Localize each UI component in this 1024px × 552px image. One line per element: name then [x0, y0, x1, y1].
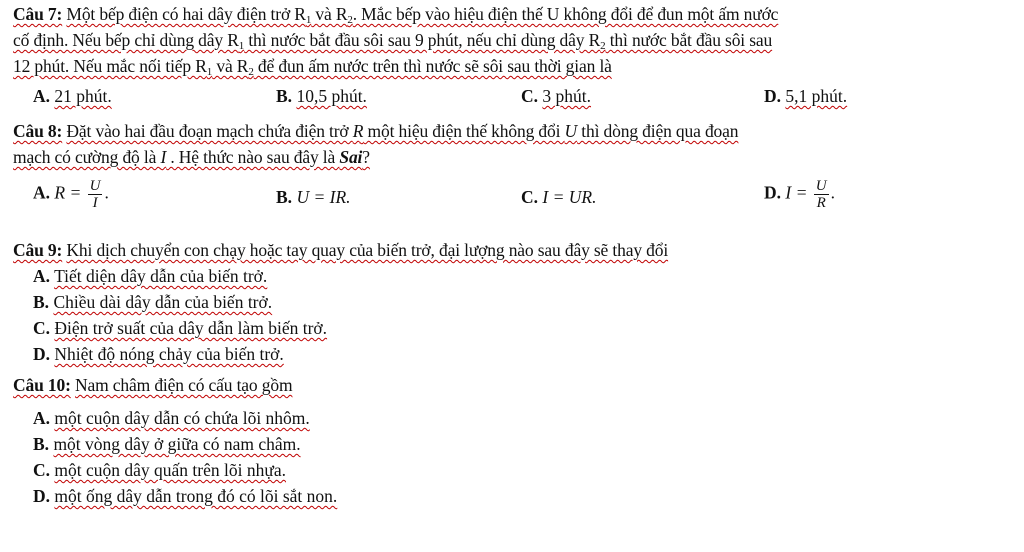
- q8-option-b[interactable]: B. U = IR.: [276, 187, 351, 207]
- q10-option-d[interactable]: D. một ống dây dẫn trong đó có lõi sắt non.: [33, 486, 338, 506]
- q9-line-1: [13, 239, 668, 261]
- q8-text-2: mạch có cường độ là I . Hệ thức nào sau đây là Sai?: [13, 147, 370, 167]
- q10-option-b[interactable]: B. một vòng dây ở giữa có nam châm.: [33, 434, 301, 454]
- q10-option-c[interactable]: C. một cuộn dây quấn trên lõi nhựa.: [33, 460, 286, 480]
- q7-option-c[interactable]: C. 3 phút.: [521, 86, 592, 106]
- q7-option-a[interactable]: A. 21 phút.: [33, 86, 112, 106]
- q8-options: [0, 178, 1024, 226]
- q9-option-c[interactable]: C. Điện trở suất của dây dẫn làm biến trở.: [33, 318, 328, 338]
- sai-keyword: Sai: [339, 147, 363, 167]
- q8-text-1: Đặt vào hai đầu đoạn mạch chứa điện trở R một hiệu điện thế không đổi U thì dòng điện qua đoạn: [66, 121, 739, 141]
- q8-option-a[interactable]: A. R = $\frac{U}{I}$ .: [33, 178, 109, 211]
- q8-label: Câu 8:: [13, 121, 63, 141]
- q7-line-2: [13, 29, 772, 57]
- q10-line-1: [13, 374, 292, 396]
- q9-text: Khi dịch chuyển con chạy hoặc tay quay của biến trở, đại lượng nào sau đây sẽ thay đổi: [66, 240, 669, 260]
- q9-option-a[interactable]: A. Tiết diện dây dẫn của biến trở.: [33, 266, 268, 286]
- q7-text-3: 12 phút. Nếu mắc nối tiếp $R_1$ và $R_2$ để đun ấm nước trên thì nước sẽ sôi sau thời gian là: [13, 56, 612, 78]
- q8-line-1: [13, 120, 738, 142]
- q7-text-2: cố định. Nếu bếp chỉ dùng dây $R_1$ thì nước bắt đầu sôi sau 9 phút, nếu chỉ dùng dây $R_2$ thì nước bắt đầu sôi sau: [13, 30, 773, 52]
- q7-line-1: [13, 3, 778, 31]
- q9-option-b[interactable]: B. Chiều dài dây dẫn của biến trở.: [33, 292, 273, 312]
- q8-line-2: [13, 146, 370, 168]
- q8-option-d-fraction: $\frac{U}{R}$: [815, 178, 827, 211]
- q10-label: Câu 10:: [13, 375, 71, 395]
- q8-option-d[interactable]: D. I = $\frac{U}{R}$ .: [764, 178, 835, 211]
- q9-option-d[interactable]: D. Nhiệt độ nóng chảy của biến trở.: [33, 344, 284, 364]
- q7-text-1: Một bếp điện có hai dây điện trở $R_1$ và $R_2$. Mắc bếp vào hiệu điện thế U không đổi để đun một ấm nước: [66, 4, 779, 26]
- q7-line-3: [13, 55, 612, 83]
- q8-option-a-fraction: $\frac{U}{I}$: [89, 178, 101, 211]
- q7-option-b[interactable]: B. 10,5 phút.: [276, 86, 367, 106]
- q7-options: [0, 85, 1024, 109]
- q7-option-d[interactable]: D. 5,1 phút.: [764, 86, 848, 106]
- q9-label: Câu 9:: [13, 240, 63, 260]
- q7-label: Câu 7:: [13, 4, 63, 24]
- q8-option-c[interactable]: C. I = UR.: [521, 187, 597, 207]
- q10-option-a[interactable]: A. một cuộn dây dẫn có chứa lõi nhôm.: [33, 408, 310, 428]
- q10-text: Nam châm điện có cấu tạo gồm: [75, 375, 293, 395]
